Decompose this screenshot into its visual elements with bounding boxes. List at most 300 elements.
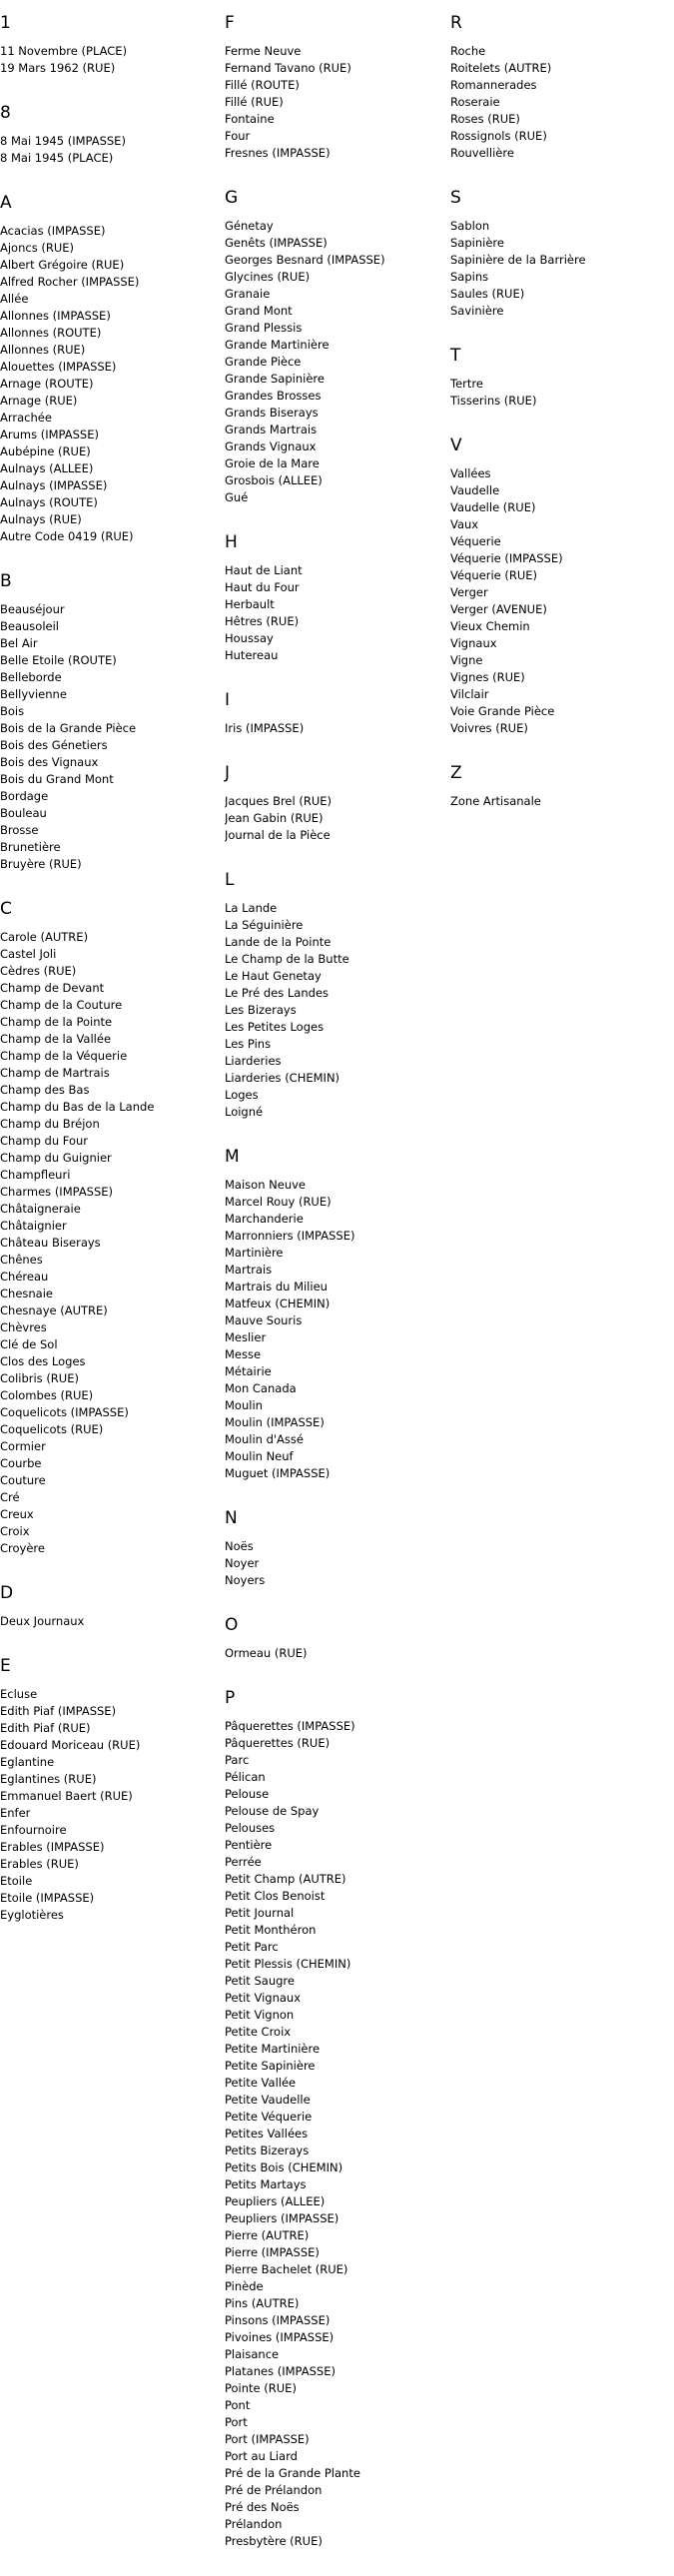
- street-name: Couture: [0, 1473, 46, 1487]
- street-name: Petits Bizerays: [225, 2144, 310, 2157]
- street-name: Petit Champ (AUTRE): [225, 1872, 346, 1886]
- street-name: Petit Monthéron: [225, 1923, 317, 1937]
- street-name: Petite Vallée: [225, 2076, 297, 2090]
- street-name: Port (IMPASSE): [225, 2432, 310, 2446]
- street-name: Martinière: [225, 1246, 284, 1260]
- street-name: Haut du Four: [225, 580, 300, 594]
- street-name: Croyère: [0, 1541, 45, 1555]
- street-name: Peupliers (IMPASSE): [225, 2211, 339, 2225]
- street-list: [0, 133, 225, 167]
- street-name: Meslier: [225, 1330, 267, 1344]
- street-list: [450, 793, 674, 810]
- street-name: Allonnes (ROUTE): [0, 326, 102, 340]
- street-name: Saules (RUE): [450, 287, 525, 301]
- street-name: Véquerie (IMPASSE): [450, 551, 563, 565]
- street-name: Grand Mont: [225, 304, 293, 318]
- street-name: Cré: [0, 1490, 20, 1504]
- street-name: Aulnays (ALLEE): [0, 461, 94, 475]
- street-name: Edouard Moriceau (RUE): [0, 1738, 141, 1752]
- street-list: [0, 1686, 225, 1924]
- street-name: Jacques Brel (RUE): [225, 794, 333, 808]
- street-name: Moulin: [225, 1398, 263, 1412]
- street-name: Coquelicots (IMPASSE): [0, 1405, 129, 1419]
- street-name: Croix: [0, 1524, 30, 1538]
- street-name: Romannerades: [450, 78, 537, 92]
- street-name: Hêtres (RUE): [225, 614, 300, 628]
- street-name: Tisserins (RUE): [450, 394, 537, 408]
- section-letter-heading: D: [0, 1583, 14, 1603]
- street-name: Presbytère (RUE): [225, 2534, 323, 2548]
- street-name: Vignes (RUE): [450, 670, 525, 684]
- letter-section: [0, 193, 225, 545]
- street-list: [450, 465, 674, 737]
- street-name: Châtaigneraie: [0, 1202, 81, 1216]
- street-name: Marchanderie: [225, 1212, 304, 1226]
- street-name: Four: [225, 129, 251, 143]
- section-letter-heading: 1: [0, 13, 11, 33]
- section-letter-heading: Z: [450, 763, 462, 783]
- street-name: Perrée: [225, 1855, 262, 1869]
- street-name: Edith Piaf (RUE): [0, 1721, 91, 1735]
- letter-section: [450, 435, 674, 737]
- street-name: Bouleau: [0, 806, 47, 820]
- street-name: Aulnays (ROUTE): [0, 495, 98, 509]
- street-name: Creux: [0, 1507, 34, 1521]
- street-name: Pentière: [225, 1838, 273, 1852]
- street-name: Petit Clos Benoist: [225, 1889, 326, 1903]
- street-name: Champ du Four: [0, 1134, 89, 1148]
- street-name: Deux Journaux: [0, 1614, 85, 1628]
- street-name: Liarderies (CHEMIN): [225, 1071, 340, 1085]
- street-name: Bellyvienne: [0, 687, 67, 701]
- street-name: Les Pins: [225, 1037, 272, 1051]
- street-name: Clos des Loges: [0, 1354, 86, 1368]
- street-name: Ecluse: [0, 1687, 38, 1701]
- street-name: Colibris (RUE): [0, 1371, 79, 1385]
- street-name: Sapinière: [450, 236, 504, 250]
- section-letter-heading: C: [0, 899, 12, 919]
- street-name: Pré de Prélandon: [225, 2483, 323, 2497]
- street-name: Pinède: [225, 2279, 264, 2293]
- street-name: Brunetière: [0, 840, 61, 854]
- street-name: Sablon: [450, 219, 490, 233]
- street-list: [225, 720, 449, 737]
- street-name: Eglantines (RUE): [0, 1772, 97, 1786]
- section-letter-heading: S: [450, 188, 461, 208]
- letter-section: [225, 1615, 449, 1662]
- street-name: Moulin d'Assé: [225, 1432, 304, 1446]
- street-name: Champ de la Véquerie: [0, 1049, 128, 1063]
- street-name: Petit Journal: [225, 1906, 295, 1920]
- street-name: Ajoncs (RUE): [0, 241, 75, 255]
- street-name: Champ de Martrais: [0, 1066, 110, 1080]
- street-name: Pré de la Grande Plante: [225, 2466, 360, 2480]
- street-name: Fillé (RUE): [225, 95, 284, 109]
- street-name: Autre Code 0419 (RUE): [0, 529, 134, 543]
- index-column-1: [0, 0, 225, 1950]
- street-name: Voie Grande Pièce: [450, 704, 555, 718]
- street-name: Pinsons (IMPASSE): [225, 2313, 331, 2327]
- street-name: Herbault: [225, 597, 275, 611]
- street-name: Bruyère (RUE): [0, 857, 82, 871]
- street-name: 8 Mai 1945 (PLACE): [0, 151, 114, 165]
- street-name: Enfournoire: [0, 1823, 67, 1837]
- street-name: Marronniers (IMPASSE): [225, 1229, 355, 1243]
- section-letter-heading: 8: [0, 103, 11, 123]
- street-list: [0, 223, 225, 545]
- street-name: Champ du Bas de la Lande: [0, 1100, 155, 1114]
- street-name: Pré des Noës: [225, 2500, 300, 2514]
- street-name: Véquerie (RUE): [450, 568, 538, 582]
- street-name: Alouettes (IMPASSE): [0, 360, 117, 374]
- street-name: Roche: [450, 44, 486, 58]
- street-name: Belleborde: [0, 670, 62, 684]
- street-name: Martrais du Milieu: [225, 1280, 328, 1293]
- section-letter-heading: M: [225, 1147, 240, 1167]
- street-name: Véquerie: [450, 534, 501, 548]
- street-name: Eyglotières: [0, 1908, 64, 1922]
- street-name: La Séguinière: [225, 918, 304, 932]
- street-name: Les Petites Loges: [225, 1020, 325, 1034]
- street-name: Vilclair: [450, 687, 489, 701]
- street-name: Grandes Brosses: [225, 389, 322, 403]
- street-name: Clé de Sol: [0, 1337, 58, 1351]
- street-name: Voivres (RUE): [450, 721, 528, 735]
- street-name: Petit Parc: [225, 1940, 279, 1954]
- street-name: Port: [225, 2415, 248, 2429]
- street-name: Eglantine: [0, 1755, 55, 1769]
- street-name: Messe: [225, 1347, 262, 1361]
- street-name: Pointe (RUE): [225, 2381, 297, 2395]
- street-name: Champ des Bas: [0, 1083, 90, 1097]
- street-name: 8 Mai 1945 (IMPASSE): [0, 134, 126, 148]
- street-name: Grands Martrais: [225, 423, 318, 436]
- street-list: [225, 793, 449, 844]
- street-name: Marcel Rouy (RUE): [225, 1195, 332, 1209]
- street-name: Roseraie: [450, 95, 500, 109]
- street-name: Fresnes (IMPASSE): [225, 146, 331, 160]
- street-name: Aulnays (RUE): [0, 512, 82, 526]
- section-letter-heading: V: [450, 435, 462, 455]
- street-list: [225, 1718, 449, 2550]
- street-name: Grosbois (ALLEE): [225, 473, 323, 487]
- street-list: [450, 376, 674, 410]
- street-name: Champ du Bréjon: [0, 1117, 100, 1131]
- letter-section: [225, 532, 449, 664]
- section-letter-heading: J: [225, 763, 231, 783]
- street-name: Savinière: [450, 304, 504, 318]
- street-name: Arrachée: [0, 411, 52, 425]
- street-name: Champ de la Vallée: [0, 1032, 112, 1046]
- street-name: Charmes (IMPASSE): [0, 1185, 114, 1199]
- street-name: Pierre (AUTRE): [225, 2228, 310, 2242]
- street-name: Ferme Neuve: [225, 44, 302, 58]
- letter-section: [225, 1508, 449, 1589]
- street-name: Beausoleil: [0, 619, 59, 633]
- street-name: Moulin (IMPASSE): [225, 1415, 325, 1429]
- street-name: Allonnes (IMPASSE): [0, 309, 111, 323]
- letter-section: [0, 103, 225, 167]
- street-name: Iris (IMPASSE): [225, 721, 305, 735]
- street-name: Petite Vaudelle: [225, 2093, 311, 2107]
- street-name: Vignaux: [450, 636, 497, 650]
- street-list: [225, 562, 449, 664]
- street-name: Vaudelle (RUE): [450, 500, 536, 514]
- street-name: Petits Bois (CHEMIN): [225, 2160, 343, 2174]
- street-name: Noës: [225, 1539, 254, 1553]
- street-name: Pierre (IMPASSE): [225, 2245, 320, 2259]
- street-name: Moulin Neuf: [225, 1449, 294, 1463]
- letter-section: [225, 13, 449, 162]
- street-name: Pierre Bachelet (RUE): [225, 2262, 348, 2276]
- street-name: Châtaignier: [0, 1219, 67, 1233]
- street-name: Champfleuri: [0, 1168, 71, 1182]
- street-name: Muguet (IMPASSE): [225, 1466, 331, 1480]
- street-name: Aulnays (IMPASSE): [0, 478, 108, 492]
- street-name: Grands Vignaux: [225, 439, 317, 453]
- street-list: [0, 43, 225, 77]
- street-name: Gué: [225, 490, 249, 504]
- street-name: Fillé (ROUTE): [225, 78, 300, 92]
- street-name: Petite Sapinière: [225, 2059, 316, 2073]
- street-name: Petit Plessis (CHEMIN): [225, 1957, 351, 1971]
- letter-section: [225, 870, 449, 1121]
- street-name: Lande de la Pointe: [225, 935, 332, 949]
- index-column-2: [225, 0, 449, 2576]
- street-name: Chesnaie: [0, 1287, 53, 1300]
- street-name: Mon Canada: [225, 1381, 297, 1395]
- letter-section: [225, 1147, 449, 1482]
- street-name: Arnage (ROUTE): [0, 377, 94, 391]
- street-name: Allée: [0, 292, 29, 306]
- letter-section: [0, 13, 225, 77]
- street-name: Platanes (IMPASSE): [225, 2364, 336, 2378]
- street-name: Georges Besnard (IMPASSE): [225, 253, 385, 267]
- street-name: Castel Joli: [0, 947, 57, 961]
- street-name: Fontaine: [225, 112, 275, 126]
- street-name: Matfeux (CHEMIN): [225, 1296, 331, 1310]
- street-name: Courbe: [0, 1456, 42, 1470]
- section-letter-heading: O: [225, 1615, 239, 1635]
- street-name: Prélandon: [225, 2517, 283, 2531]
- street-list: [450, 43, 674, 162]
- street-name: Jean Gabin (RUE): [225, 811, 324, 825]
- street-name: La Lande: [225, 901, 278, 915]
- letter-section: [225, 690, 449, 737]
- street-list: [225, 1538, 449, 1589]
- section-letter-heading: A: [0, 193, 12, 213]
- street-name: Petite Martinière: [225, 2042, 321, 2056]
- street-name: Albert Grégoire (RUE): [0, 258, 125, 272]
- street-name: Genêts (IMPASSE): [225, 236, 328, 250]
- street-name: Sapinière de la Barrière: [450, 253, 586, 267]
- street-name: Emmanuel Baert (RUE): [0, 1789, 133, 1803]
- section-letter-heading: T: [450, 346, 461, 366]
- section-letter-heading: F: [225, 13, 235, 33]
- section-letter-heading: L: [225, 870, 235, 890]
- section-letter-heading: E: [0, 1656, 11, 1676]
- street-name: Arums (IMPASSE): [0, 428, 99, 441]
- street-name: 19 Mars 1962 (RUE): [0, 61, 116, 75]
- letter-section: [450, 346, 674, 410]
- street-name: Petit Vignon: [225, 2008, 295, 2022]
- street-name: Brosse: [0, 823, 39, 837]
- street-name: Cèdres (RUE): [0, 964, 77, 978]
- section-letter-heading: B: [0, 571, 12, 591]
- street-name: Cormier: [0, 1439, 46, 1453]
- street-name: Petite Croix: [225, 2025, 292, 2039]
- letter-section: [0, 899, 225, 1557]
- street-name: Rossignols (RUE): [450, 129, 547, 143]
- street-name: Bois du Grand Mont: [0, 772, 114, 786]
- street-name: Houssay: [225, 631, 274, 645]
- street-name: Etoile: [0, 1874, 33, 1888]
- street-name: Bordage: [0, 789, 49, 803]
- street-name: Coquelicots (RUE): [0, 1422, 104, 1436]
- street-name: Etoile (IMPASSE): [0, 1891, 95, 1905]
- street-name: Glycines (RUE): [225, 270, 311, 284]
- street-name: Enfer: [0, 1806, 31, 1820]
- street-name: Vaudelle: [450, 483, 500, 497]
- index-column-3: [450, 0, 674, 836]
- street-name: Tertre: [450, 377, 483, 391]
- street-list: [225, 1645, 449, 1662]
- section-letter-heading: N: [225, 1508, 238, 1528]
- letter-section: [450, 763, 674, 810]
- street-name: Bois de la Grande Pièce: [0, 721, 137, 735]
- street-name: Le Champ de la Butte: [225, 952, 349, 966]
- street-name: Alfred Rocher (IMPASSE): [0, 275, 140, 289]
- street-name: Roses (RUE): [450, 112, 520, 126]
- street-name: Verger (AVENUE): [450, 602, 547, 616]
- section-letter-heading: R: [450, 13, 462, 33]
- street-name: Pont: [225, 2398, 251, 2412]
- street-name: Erables (IMPASSE): [0, 1840, 105, 1854]
- street-name: Château Biserays: [0, 1236, 101, 1250]
- letter-section: [0, 1656, 225, 1924]
- street-name: Ormeau (RUE): [225, 1646, 308, 1660]
- street-name: Petit Vignaux: [225, 1991, 302, 2005]
- street-name: Grande Martinière: [225, 338, 330, 352]
- street-name: Chèvres: [0, 1320, 47, 1334]
- section-letter-heading: P: [225, 1688, 236, 1708]
- street-name: Noyer: [225, 1556, 260, 1570]
- street-name: Noyers: [225, 1573, 266, 1587]
- street-list: [225, 43, 449, 162]
- street-list: [225, 900, 449, 1121]
- street-name: Bois: [0, 704, 25, 718]
- street-name: Belle Etoile (ROUTE): [0, 653, 117, 667]
- street-name: Sapins: [450, 270, 489, 284]
- street-name: Pélican: [225, 1770, 266, 1784]
- street-list: [225, 218, 449, 506]
- street-name: Allonnes (RUE): [0, 343, 86, 357]
- street-name: Journal de la Pièce: [225, 828, 331, 842]
- street-name: Verger: [450, 585, 488, 599]
- letter-section: [0, 1583, 225, 1630]
- street-name: Chéreau: [0, 1270, 49, 1284]
- street-name: Pâquerettes (IMPASSE): [225, 1719, 355, 1733]
- street-name: Erables (RUE): [0, 1857, 79, 1871]
- section-letter-heading: G: [225, 188, 239, 208]
- street-name: Vallées: [450, 466, 491, 480]
- street-name: Vaux: [450, 517, 479, 531]
- street-name: Haut de Liant: [225, 563, 303, 577]
- letter-section: [450, 188, 674, 320]
- street-name: Pelouse: [225, 1787, 270, 1801]
- street-name: Port au Liard: [225, 2449, 298, 2463]
- street-name: Aubépine (RUE): [0, 444, 91, 458]
- street-name: Carole (AUTRE): [0, 930, 89, 944]
- street-name: Grands Biserays: [225, 406, 319, 420]
- street-name: Roitelets (AUTRE): [450, 61, 552, 75]
- street-name: Champ de la Pointe: [0, 1015, 113, 1029]
- street-name: Acacias (IMPASSE): [0, 224, 106, 238]
- street-name: Le Haut Genetay: [225, 969, 322, 983]
- street-name: Bois des Génetiers: [0, 738, 108, 752]
- section-letter-heading: I: [225, 690, 231, 710]
- street-name: 11 Novembre (PLACE): [0, 44, 128, 58]
- street-name: Liarderies: [225, 1054, 282, 1068]
- street-name: Grande Sapinière: [225, 372, 325, 386]
- street-name: Vieux Chemin: [450, 619, 530, 633]
- street-name: Grande Pièce: [225, 355, 302, 369]
- street-name: Grand Plessis: [225, 321, 303, 335]
- street-name: Loigné: [225, 1105, 264, 1119]
- street-name: Parc: [225, 1753, 250, 1767]
- street-name: Maison Neuve: [225, 1178, 306, 1192]
- street-name: Petite Véquerie: [225, 2110, 313, 2124]
- street-name: Bel Air: [0, 636, 38, 650]
- street-name: Martrais: [225, 1263, 273, 1277]
- street-name: Granaie: [225, 287, 271, 301]
- street-name: Génetay: [225, 219, 274, 233]
- street-name: Métairie: [225, 1364, 272, 1378]
- street-name: Petit Saugre: [225, 1974, 295, 1988]
- street-name: Loges: [225, 1088, 259, 1102]
- street-name: Beauséjour: [0, 602, 65, 616]
- street-name: Peupliers (ALLEE): [225, 2194, 326, 2208]
- street-name: Arnage (RUE): [0, 394, 78, 408]
- street-name: Rouvellière: [450, 146, 514, 160]
- section-letter-heading: H: [225, 532, 238, 552]
- street-list: [225, 1177, 449, 1482]
- street-name: Pelouses: [225, 1821, 276, 1835]
- street-name: Les Bizerays: [225, 1003, 297, 1017]
- street-name: Colombes (RUE): [0, 1388, 94, 1402]
- street-name: Petits Martays: [225, 2177, 307, 2191]
- street-name: Hutereau: [225, 648, 279, 662]
- letter-section: [225, 1688, 449, 2550]
- street-name: Pivoines (IMPASSE): [225, 2330, 335, 2344]
- street-name: Mauve Souris: [225, 1313, 303, 1327]
- street-name: Pâquerettes (RUE): [225, 1736, 331, 1750]
- street-name: Plaisance: [225, 2347, 280, 2361]
- street-list: [0, 929, 225, 1557]
- street-name: Vigne: [450, 653, 483, 667]
- street-name: Pins (AUTRE): [225, 2296, 300, 2310]
- street-name: Petites Vallées: [225, 2127, 309, 2141]
- street-name: Champ de la Couture: [0, 998, 123, 1012]
- letter-section: [450, 13, 674, 162]
- street-name: Chesnaye (AUTRE): [0, 1303, 108, 1317]
- street-name: Bois des Vignaux: [0, 755, 99, 769]
- street-list: [0, 1613, 225, 1630]
- street-name: Le Pré des Landes: [225, 986, 330, 1000]
- street-name: Edith Piaf (IMPASSE): [0, 1704, 117, 1718]
- street-name: Zone Artisanale: [450, 794, 541, 808]
- street-name: Fernand Tavano (RUE): [225, 61, 351, 75]
